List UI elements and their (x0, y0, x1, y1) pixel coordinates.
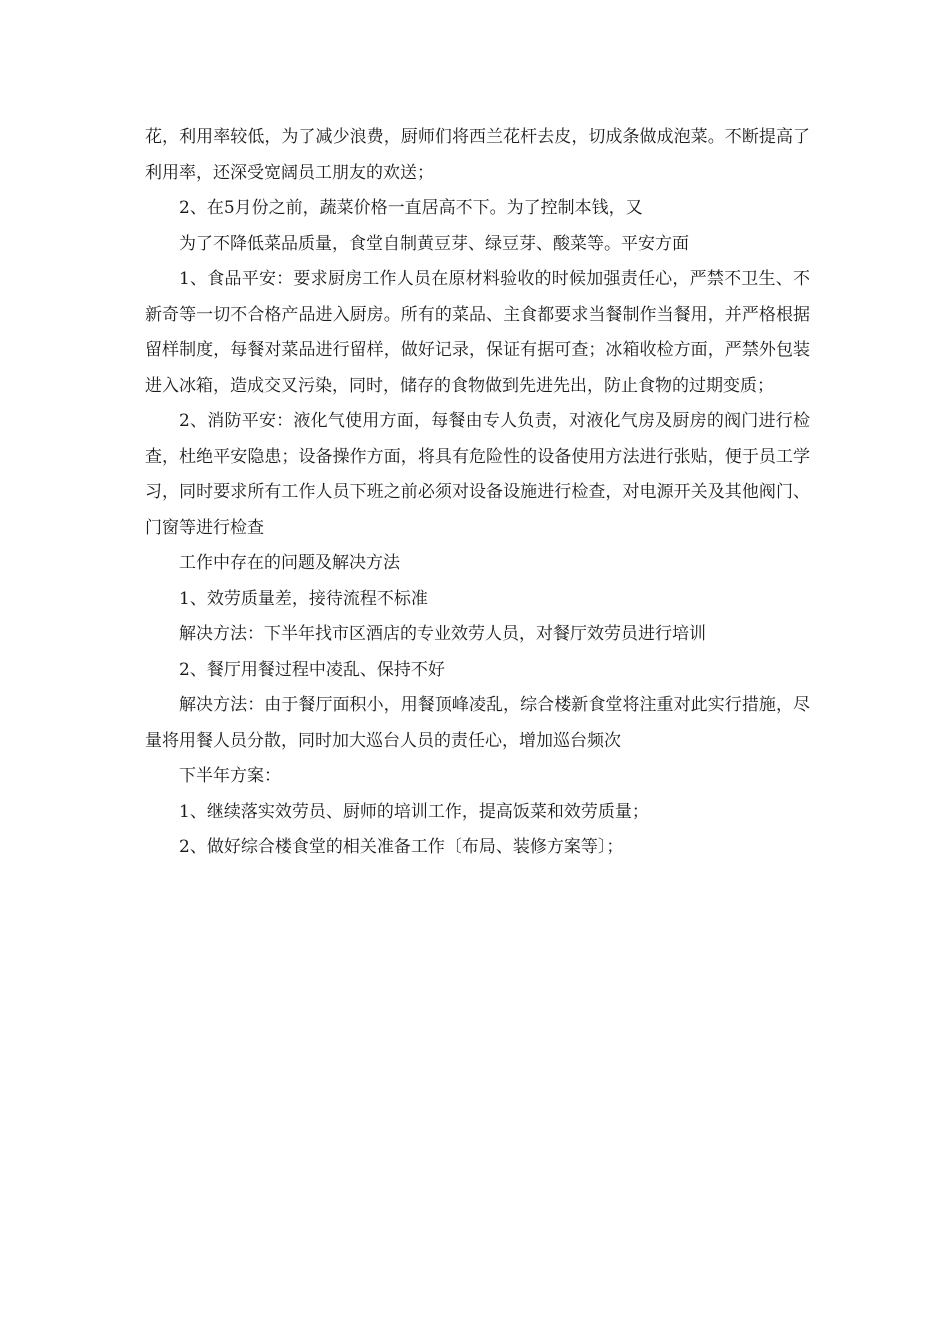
paragraph-3: 为了不降低菜品质量，食堂自制黄豆芽、绿豆芽、酸菜等。平安方面 (179, 233, 689, 254)
paragraph-2: 2、在5月份之前，蔬菜价格一直居高不下。为了控制本钱，又 (179, 198, 643, 218)
section-heading-problems: 工作中存在的问题及解决方法 (179, 553, 400, 573)
paragraph-13: 2、做好综合楼食堂的相关准备工作〔布局、装修方案等〕； (179, 837, 624, 857)
document-body (145, 120, 810, 866)
paragraph-4: 1、食品平安：要求厨房工作人员在原材料验收的时候加强责任心，严禁不卫生、不新奇等一切不合格产品进入厨房。所有的菜品、主食都要求当餐制作当餐用，并严格根据留样制度，每餐对菜品进行留样，做好记录，保证有据可查；冰箱收检方面，严禁外包装进入冰箱，造成交叉污染，同时，储存的食物做到先进先出，防止食物的过期变质； (145, 269, 810, 396)
paragraph-1: 花，利用率较低，为了减少浪费，厨师们将西兰花杆去皮，切成条做成泡菜。不断提高了利用率，还深受宽阔员工朋友的欢送； (145, 127, 810, 183)
section-heading-plan: 下半年方案： (179, 766, 281, 786)
paragraph-9: 2、餐厅用餐过程中凌乱、保持不好 (179, 659, 445, 680)
paragraph-7: 1、效劳质量差，接待流程不标准 (179, 588, 428, 609)
paragraph-5: 2、消防平安：液化气使用方面，每餐由专人负责，对液化气房及厨房的阀门进行检查，杜绝平安隐患；设备操作方面，将具有危险性的设备使用方法进行张贴，便于员工学习，同时要求所有工作人员下班之前必须对设备设施进行检查，对电源开关及其他阀门、门窗等进行检查 (145, 411, 810, 538)
paragraph-8: 解决方法：下半年找市区酒店的专业效劳人员，对餐厅效劳员进行培训 (179, 624, 706, 644)
paragraph-10: 解决方法：由于餐厅面积小，用餐顶峰凌乱，综合楼新食堂将注重对此实行措施，尽量将用餐人员分散，同时加大巡台人员的责任心，增加巡台频次 (145, 695, 810, 751)
paragraph-12: 1、继续落实效劳员、厨师的培训工作，提高饭菜和效劳质量； (179, 801, 649, 822)
